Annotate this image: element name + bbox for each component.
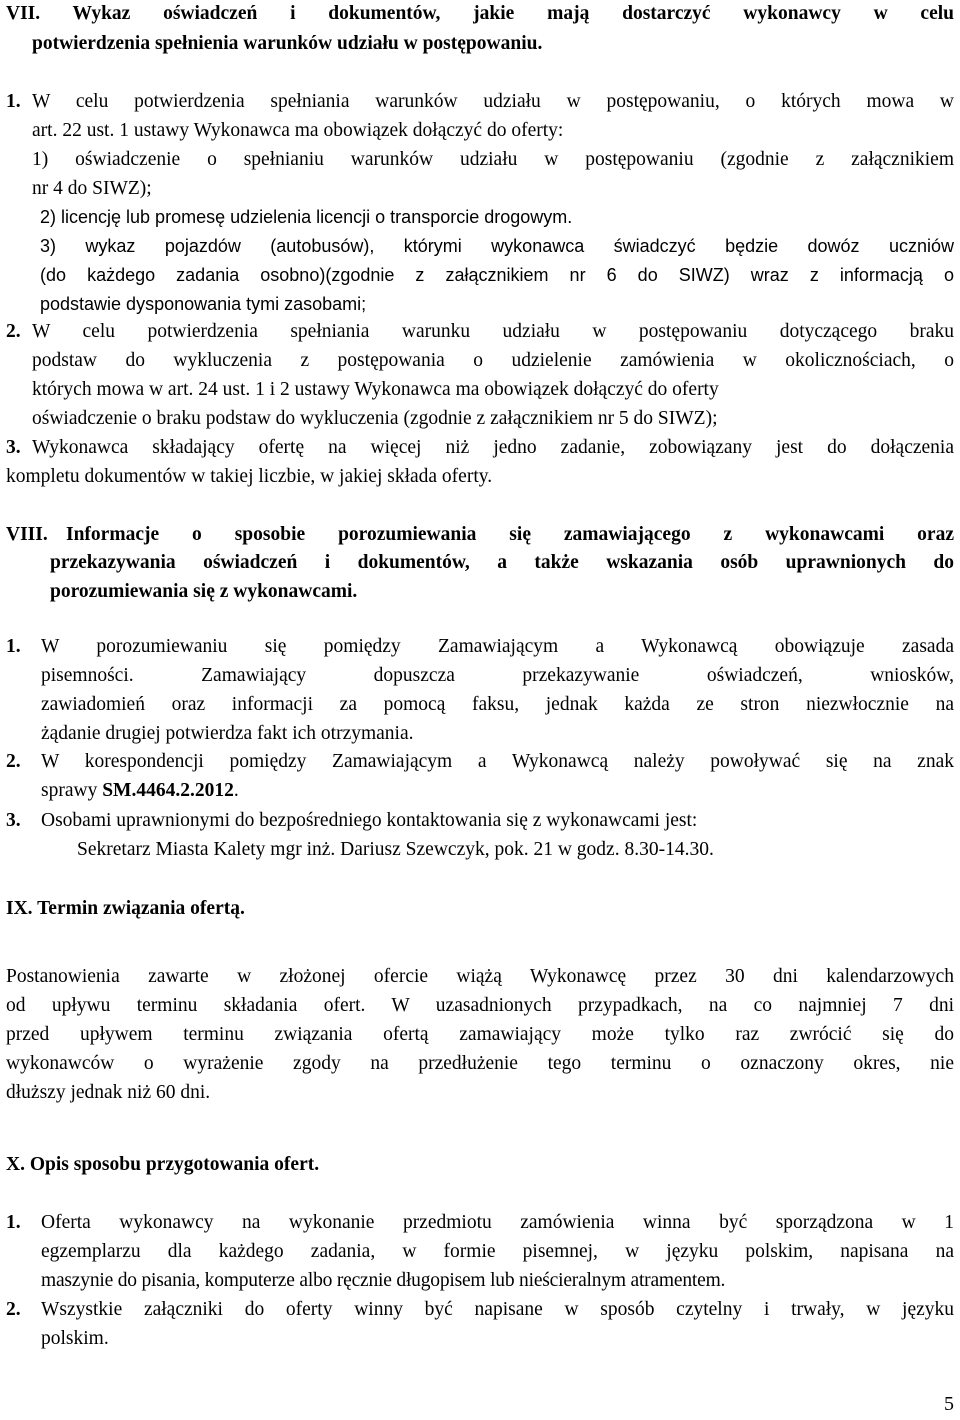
- ix-paragraph-line-2: od upływu terminu składania ofert. W uzasadnionych przypadkach, na co najmniej 7 dni: [6, 995, 954, 1016]
- viii-item-1-line-2: pisemności. Zamawiający dopuszcza przekazywanie oświadczeń, wniosków,: [41, 665, 954, 686]
- section-vii-heading-line-2: potwierdzenia spełnienia warunków udziału w postępowaniu.: [32, 33, 543, 54]
- viii-item-3-line-1: Osobami uprawnionymi do bezpośredniego kontaktowania się z wykonawcami jest:: [41, 810, 698, 831]
- vii-item-2-line-4: oświadczenie o braku podstaw do wykluczenia (zgodnie z załącznikiem nr 5 do SIWZ);: [32, 408, 718, 429]
- section-viii-heading-line-1: Informacje o sposobie porozumiewania się zamawiającego z wykonawcami oraz: [66, 524, 954, 545]
- case-number: SM.4464.2.2012: [102, 780, 234, 801]
- vii-item-3-line-2: kompletu dokumentów w takiej liczbie, w jakiej składa oferty.: [6, 466, 493, 487]
- ix-paragraph-line-1: Postanowienia zawarte w złożonej ofercie wiążą Wykonawcę przez 30 dni kalendarzowych: [6, 966, 954, 987]
- vii-item-1-sub-2: 2) licencję lub promesę udzielenia licencji o transporcie drogowym.: [40, 207, 573, 227]
- vii-item-3-line-1: Wykonawca składający ofertę na więcej niż jedno zadanie, zobowiązany jest do dołączenia: [32, 437, 954, 458]
- vii-item-1-sub-3-end: podstawie dysponowania tymi zasobami;: [40, 294, 367, 314]
- vii-item-2-line-3: których mowa w art. 24 ust. 1 i 2 ustawy Wykonawca ma obowiązek dołączyć do oferty: [32, 379, 719, 400]
- section-x-heading: X. Opis sposobu przygotowania ofert.: [6, 1154, 320, 1175]
- section-viii-heading-line-2: przekazywania oświadczeń i dokumentów, a także wskazania osób uprawnionych do: [50, 552, 954, 573]
- ix-paragraph-line-5: dłuższy jednak niż 60 dni.: [6, 1082, 211, 1103]
- vii-item-3-number: 3.: [6, 437, 21, 458]
- section-viii-heading-line-3: porozumiewania się z wykonawcami.: [50, 581, 358, 602]
- ix-paragraph-line-3: przed upływem terminu związania ofertą zamawiający może tylko raz zwrócić się do: [6, 1024, 954, 1045]
- case-prefix: sprawy: [41, 780, 103, 801]
- viii-item-3-line-2: Sekretarz Miasta Kalety mgr inż. Dariusz Szewczyk, pok. 21 w godz. 8.30-14.30.: [77, 839, 714, 860]
- vii-item-1-line-2: art. 22 ust. 1 ustawy Wykonawca ma obowiązek dołączyć do oferty:: [32, 120, 564, 141]
- x-item-2-line-1: Wszystkie załączniki do oferty winny być napisane w sposób czytelny i trwały, w języku: [41, 1299, 954, 1320]
- x-item-1-line-3: maszynie do pisania, komputerze albo ręcznie długopisem lub nieścieralnym atramentem.: [41, 1270, 726, 1291]
- x-item-2-line-2: polskim.: [41, 1328, 109, 1349]
- x-item-1-line-1: Oferta wykonawcy na wykonanie przedmiotu zamówienia winna być sporządzona w 1: [41, 1212, 954, 1233]
- vii-item-2-number: 2.: [6, 321, 21, 342]
- case-suffix: .: [233, 780, 239, 801]
- page-number: 5: [944, 1393, 954, 1415]
- x-item-1-line-2: egzemplarzu dla każdego zadania, w formie pisemnej, w języku polskim, napisana na: [41, 1241, 954, 1262]
- viii-item-1-number: 1.: [6, 636, 21, 657]
- vii-item-1-number: 1.: [6, 91, 21, 112]
- vii-item-1-line-1: W celu potwierdzenia spełniania warunków udziału w postępowaniu, o których mowa w: [32, 91, 954, 112]
- vii-item-1-sub-3: 3) wykaz pojazdów (autobusów), którymi wykonawca świadczyć będzie dowóz uczniów: [40, 236, 954, 256]
- viii-item-1-line-1: W porozumiewaniu się pomiędzy Zamawiającym a Wykonawcą obowiązuje zasada: [41, 636, 954, 657]
- viii-item-3-number: 3.: [6, 810, 21, 831]
- x-item-2-number: 2.: [6, 1299, 21, 1320]
- section-viii-number: VIII.: [6, 524, 48, 545]
- viii-item-2-line-1: W korespondencji pomiędzy Zamawiającym a Wykonawcą należy powoływać się na znak: [41, 751, 954, 772]
- viii-item-1-line-3: zawiadomień oraz informacji za pomocą faksu, jednak każda ze stron niezwłocznie na: [41, 694, 954, 715]
- vii-item-2-line-1: W celu potwierdzenia spełniania warunku udziału w postępowaniu dotyczącego braku: [32, 321, 954, 342]
- viii-item-1-line-4: żądanie drugiej potwierdza fakt ich otrzymania.: [41, 723, 414, 744]
- viii-item-2-number: 2.: [6, 751, 21, 772]
- x-item-1-number: 1.: [6, 1212, 21, 1233]
- vii-item-1-sub-3-cont: (do każdego zadania osobno)(zgodnie z załącznikiem nr 6 do SIWZ) wraz z informacją o: [40, 265, 954, 285]
- vii-item-1-sub-1-cont: nr 4 do SIWZ);: [32, 178, 152, 199]
- vii-item-2-line-2: podstaw do wykluczenia z postępowania o udzielenie zamówienia w okolicznościach, o: [32, 350, 954, 371]
- section-vii-heading-line-1: VII. Wykaz oświadczeń i dokumentów, jakie mają dostarczyć wykonawcy w celu: [6, 3, 954, 24]
- section-ix-heading: IX. Termin związania ofertą.: [6, 898, 245, 919]
- viii-item-2-line-2: [41, 781, 239, 801]
- vii-item-1-sub-1: 1) oświadczenie o spełnianiu warunków udziału w postępowaniu (zgodnie z załącznikiem: [32, 149, 954, 170]
- ix-paragraph-line-4: wykonawców o wyrażenie zgody na przedłużenie tego terminu o oznaczony okres, nie: [6, 1053, 954, 1074]
